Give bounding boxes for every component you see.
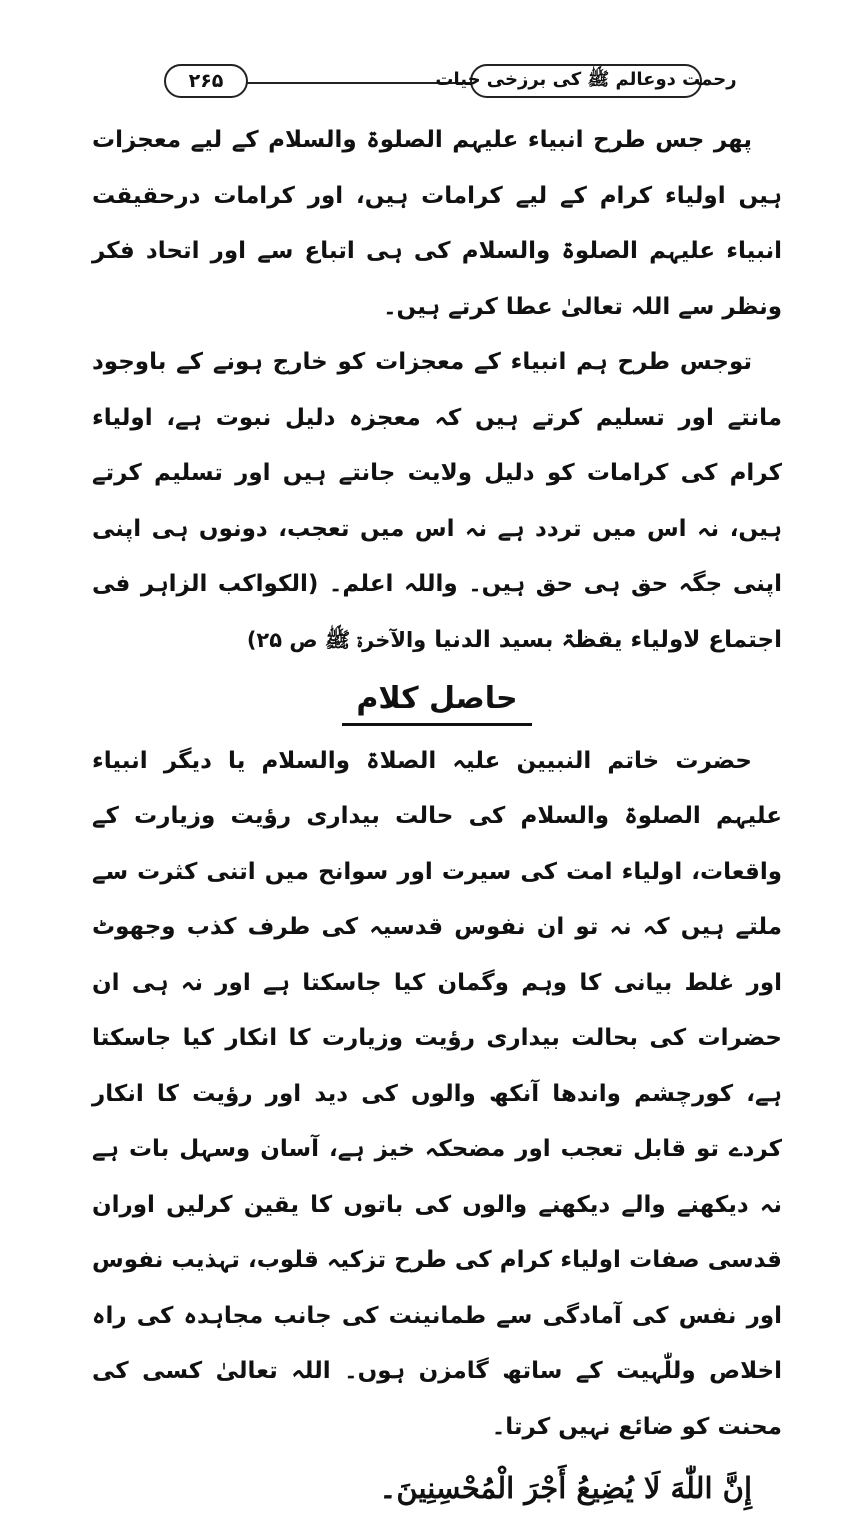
text-line: ہیں اور تسلیم کرتے ہیں، نہ اس میں تردد ہے نہ اس میں تعجب، دونوں ہی اپنی اپنی — [92, 460, 782, 597]
quranic-verse: إِنَّ اللّٰهَ لَا يُضِيعُ أَجْرَ الْمُحْسِنِينَ۔ — [379, 1471, 752, 1505]
text-line: جگہ حق ہی حق ہیں۔ واللہ اعلم۔ (الکواکب الزاہر فی اجتماع لاولیاء یقظۃ بسید الدنیا — [92, 571, 782, 653]
text-line: پھر جس طرح انبیاء علیہم الصلوۃ والسلام کے لیے معجزات ہیں اولیاء کرام کے — [92, 127, 783, 209]
text-line: رؤیت کا انکار کردے تو قابل تعجب اور مضحکہ خیز ہے، آسان وسہل بات ہے نہ — [92, 1080, 783, 1218]
paragraph-1 — [92, 113, 782, 335]
text-line: کی طرح تزکیہ قلوب، تہذیب نفوس اور نفس کی آمادگی سے طمانینت کی جانب — [92, 1247, 783, 1329]
text-line: نہیں کرتا۔ — [491, 1413, 611, 1440]
text-line: غلط بیانی کا وہم وگمان کیا جاسکتا ہے اور نہ ہی ان حضرات کی بحالت بیداری — [92, 969, 782, 1051]
text-line: سے اور اتحاد فکر ونظر سے اللہ تعالیٰ عطا کرتے ہیں۔ — [92, 238, 782, 320]
page-number: ۲۶۵ — [164, 64, 248, 98]
text-line: کرتے ہیں کہ معجزہ دلیل نبوت ہے، اولیاء کرام کی کرامات کو دلیل ولایت جانتے — [92, 404, 782, 486]
text-line: مجاہدہ کی راہ اخلاص وللّٰہیت کے ساتھ گامزن ہوں۔ اللہ تعالیٰ کسی کی محنت کو ضائع — [92, 1302, 782, 1440]
text-line: میں اتنی کثرت سے ملتے ہیں کہ نہ تو ان نفوس قدسیہ کی طرف کذب وجھوٹ اور — [92, 858, 782, 996]
section-heading-wrap — [92, 674, 782, 730]
section-heading: حاصل کلام — [342, 677, 531, 726]
text-line: لیے کرامات ہیں، اور کرامات درحقیقت انبیاء علیہم الصلوۃ والسلام کی ہی اتباع — [92, 182, 782, 264]
page-body — [92, 113, 782, 1519]
text-line: دیکھنے والے دیکھنے والوں کی باتوں کا یقین کرلیں اوران قدسی صفات اولیاء کرام — [92, 1191, 782, 1273]
text-line: رؤیت وزیارت کا انکار کیا جاسکتا ہے، کورچشم واندھا آنکھ والوں کی دید اور — [92, 1025, 782, 1107]
paragraph-2 — [92, 335, 782, 668]
page-header — [150, 58, 737, 106]
text-line: توجس طرح ہم انبیاء کے معجزات کو خارج ہونے کے باوجود مانتے اور تسلیم — [92, 349, 782, 431]
book-title: رحمت دوعالم ﷺ کی برزخی حیات — [470, 64, 702, 98]
citation-line: والآخرۃ ﷺ ص ۲۵) — [246, 627, 427, 652]
text-line: حالت بیداری رؤیت وزیارت کے واقعات، اولیاء امت کی سیرت اور سوانح — [92, 803, 783, 885]
text-line: حضرت خاتم النبیین علیہ الصلاۃ والسلام یا دیگر انبیاء علیہم الصلوۃ والسلام کی — [92, 747, 782, 829]
paragraph-3 — [92, 734, 782, 1456]
